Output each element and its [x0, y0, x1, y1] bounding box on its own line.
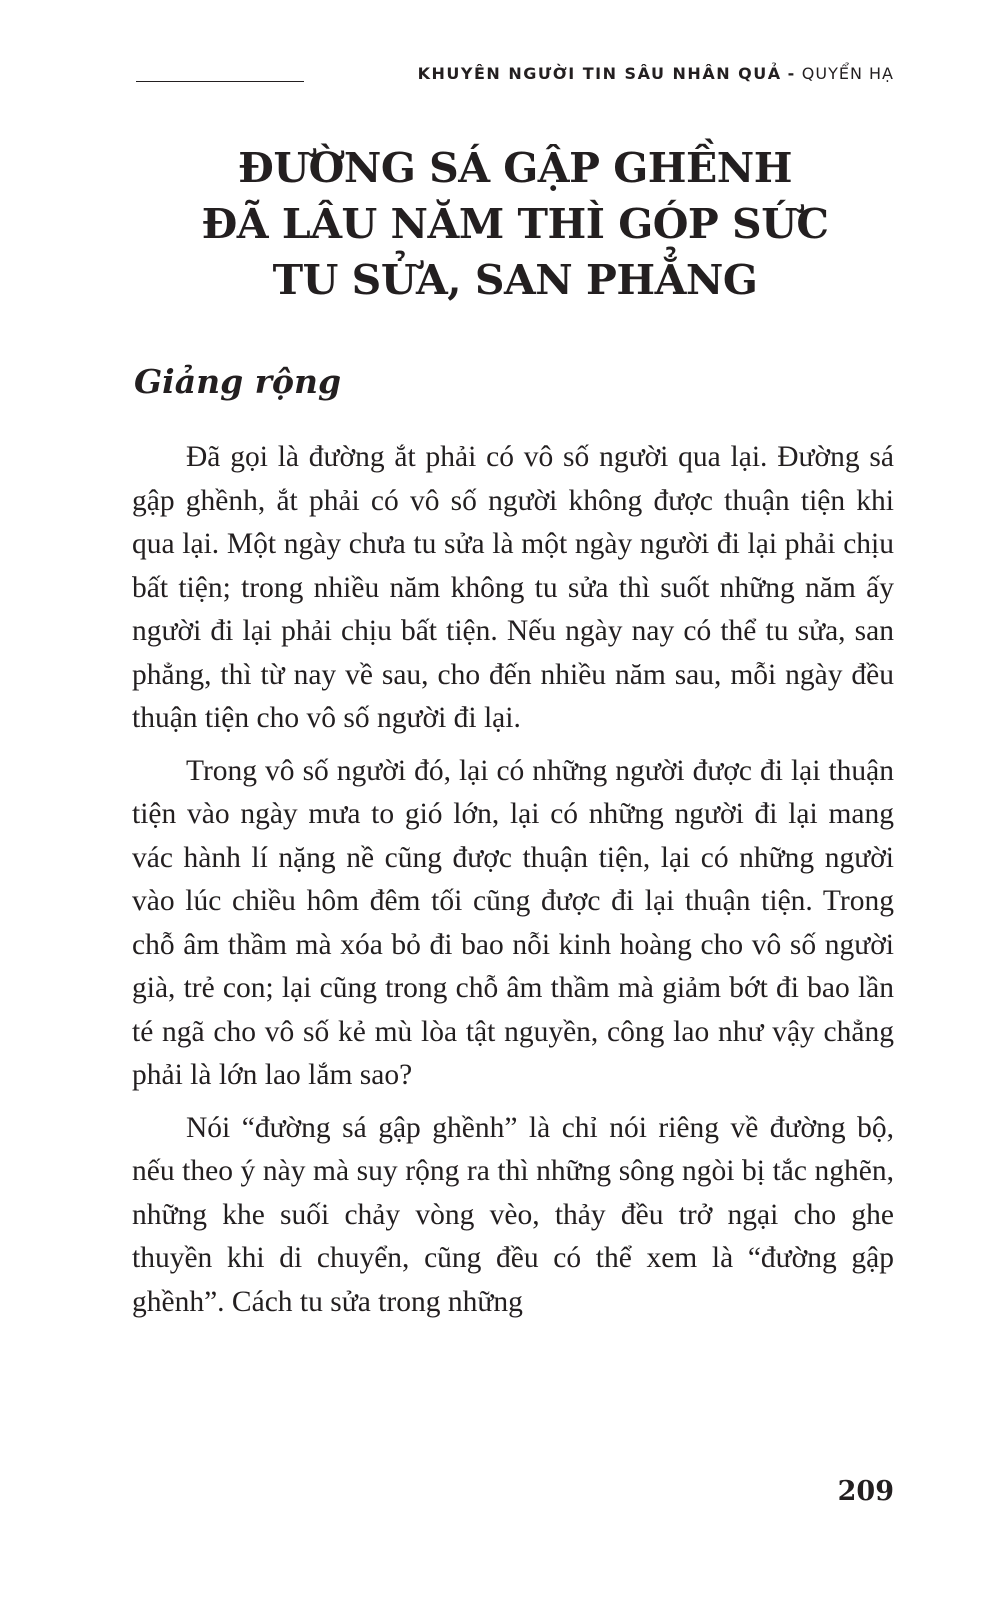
- header-separator: -: [787, 63, 796, 83]
- running-header-text: [418, 64, 894, 83]
- body-paragraph: Nói “đường sá gập ghềnh” là chỉ nói riêng về đường bộ, nếu theo ý này mà suy rộng ra thì những sông ngòi bị tắc nghẽn, những khe suối chảy vòng vèo, thảy đều trở ngại cho ghe thuyền khi di chuyển, cũng đều có thể xem là “đường gập ghềnh”. Cách tu sửa trong những: [132, 1111, 894, 1318]
- running-header: [136, 58, 894, 88]
- header-book-title: KHUYÊN NGƯỜI TIN SÂU NHÂN QUẢ: [417, 63, 782, 83]
- header-volume: QUYỂN HẠ: [801, 63, 894, 83]
- body-paragraph: Trong vô số người đó, lại có những người được đi lại thuận tiện vào ngày mưa to gió lớn, lại có những người đi lại mang vác hành lí nặng nề cũng được thuận tiện, lại có những người vào lúc chiều hôm đêm tối cũng được đi lại thuận tiện. Trong chỗ âm thầm mà xóa bỏ đi bao nỗi kinh hoàng cho vô số người già, trẻ con; lại cũng trong chỗ âm thầm mà giảm bớt đi bao lần té ngã cho vô số kẻ mù lòa tật nguyền, công lao như vậy chẳng phải là lớn lao lắm sao?: [132, 754, 894, 1091]
- header-rule: [136, 81, 304, 82]
- chapter-title-line: TU SỬA, SAN PHẲNG: [272, 256, 758, 304]
- chapter-title-line: ĐÃ LÂU NĂM THÌ GÓP SỨC: [201, 200, 829, 248]
- section-heading: Giảng rộng: [134, 362, 342, 401]
- chapter-title-line: ĐƯỜNG SÁ GẬP GHỀNH: [238, 144, 792, 192]
- body-text: [132, 436, 894, 1333]
- chapter-title: [136, 140, 894, 308]
- page-number: 209: [837, 1476, 894, 1507]
- body-paragraph: Đã gọi là đường ắt phải có vô số người qua lại. Đường sá gập ghềnh, ắt phải có vô số người không được thuận tiện khi qua lại. Một ngày chưa tu sửa là một ngày người đi lại phải chịu bất tiện; trong nhiều năm không tu sửa thì suốt những năm ấy người đi lại phải chịu bất tiện. Nếu ngày nay có thể tu sửa, san phẳng, thì từ nay về sau, cho đến nhiều năm sau, mỗi ngày đều thuận tiện cho vô số người đi lại.: [132, 441, 894, 734]
